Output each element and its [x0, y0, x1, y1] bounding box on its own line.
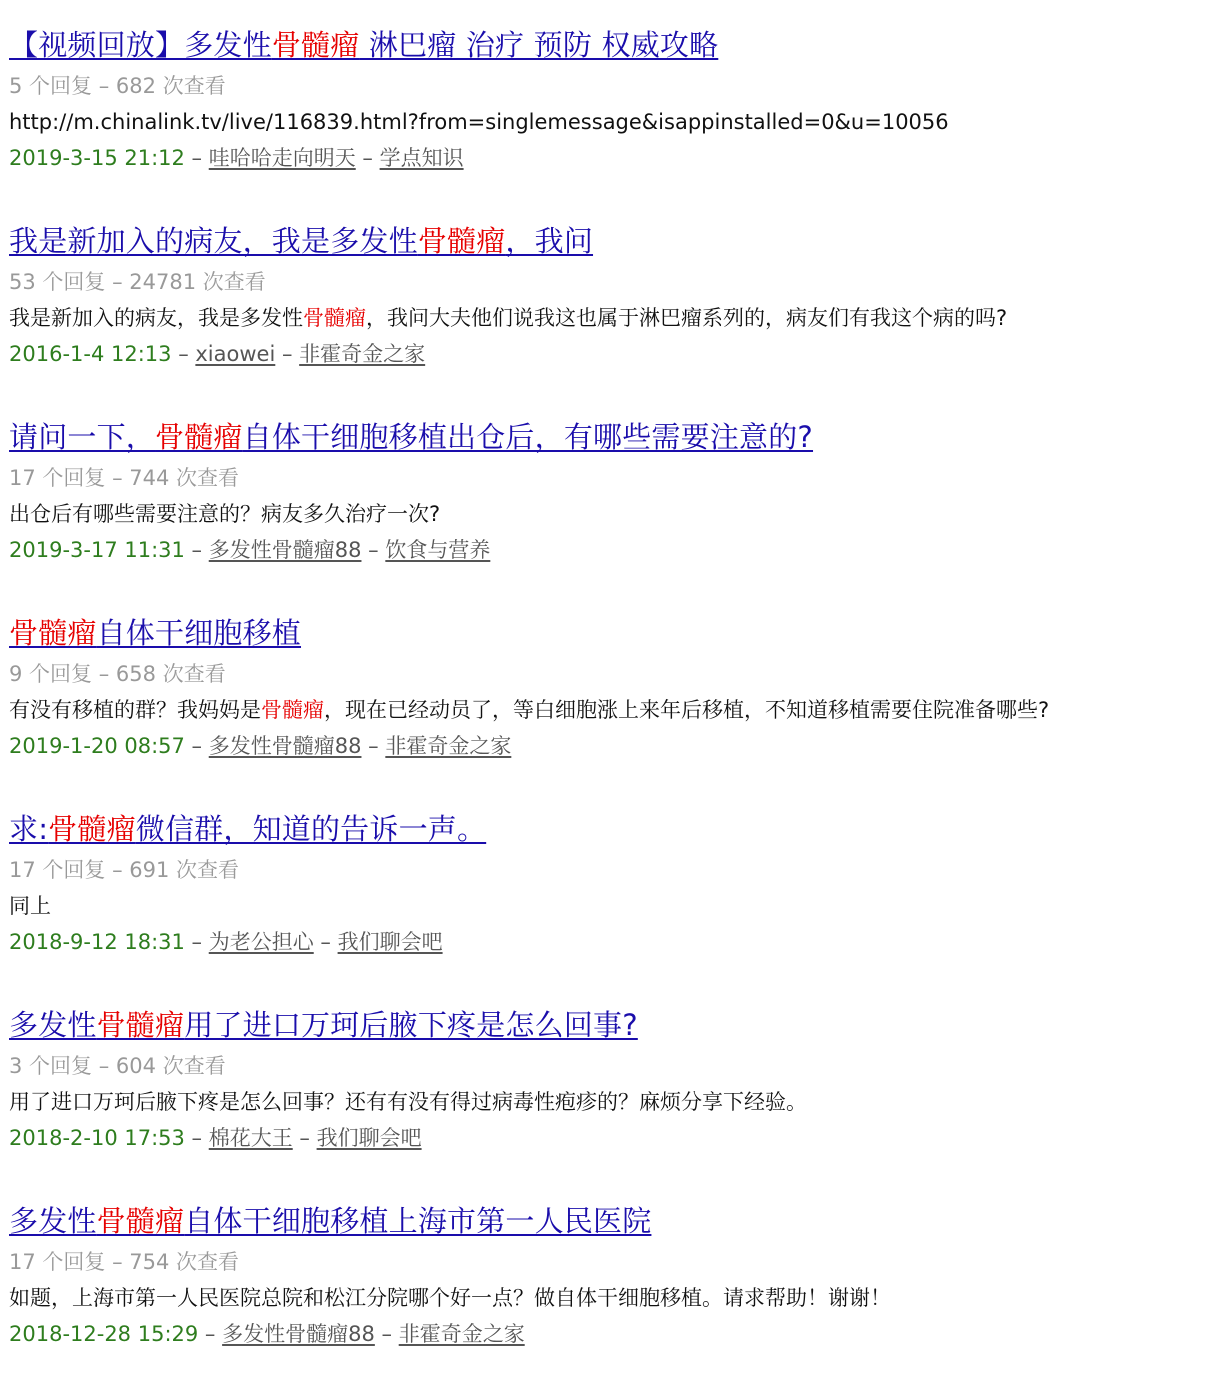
author-link[interactable]: 多发性骨髓瘤88	[222, 1322, 375, 1346]
view-count: 24781	[129, 270, 197, 294]
title-text: 自体干细胞移植上海市第一人民医院	[184, 1204, 652, 1238]
post-date: 2018-9-12 18:31	[9, 930, 185, 954]
result-footer	[9, 1316, 1206, 1352]
view-count: 744	[129, 466, 170, 490]
reply-label: 个回复	[35, 1250, 106, 1274]
result-stats	[9, 68, 1206, 104]
result-footer	[9, 728, 1206, 764]
view-label: 次查看	[196, 270, 266, 294]
title-text: 多发性	[9, 1204, 97, 1238]
title-highlight: 骨髓瘤	[155, 420, 243, 454]
view-label: 次查看	[156, 662, 226, 686]
result-footer	[9, 1120, 1206, 1156]
result-snippet	[9, 1084, 1206, 1120]
title-highlight: 骨髓瘤	[48, 812, 136, 846]
separator: –	[184, 538, 209, 562]
title-text: 淋巴瘤 治疗 预防 权威攻略	[359, 28, 719, 62]
result-item	[9, 22, 1206, 218]
title-text: 微信群，知道的告诉一声。	[135, 812, 487, 846]
result-stats	[9, 852, 1206, 888]
snippet-text: ，我问大夫他们说我这也属于淋巴瘤系列的，病友们有我这个病的吗?	[366, 306, 1008, 330]
post-date: 2019-1-20 08:57	[9, 734, 185, 758]
snippet-text: 有没有移植的群？我妈妈是	[9, 698, 261, 722]
author-link[interactable]: 为老公担心	[208, 930, 314, 954]
result-snippet	[9, 888, 1206, 924]
separator: –	[105, 1250, 130, 1274]
forum-link[interactable]: 我们聊会吧	[337, 930, 443, 954]
reply-count: 17	[9, 1250, 36, 1274]
result-footer	[9, 924, 1206, 960]
result-item	[9, 1198, 1206, 1394]
result-stats	[9, 264, 1206, 300]
separator: –	[361, 734, 386, 758]
separator: –	[105, 466, 130, 490]
separator: –	[184, 146, 209, 170]
forum-link[interactable]: 学点知识	[379, 146, 464, 170]
separator: –	[184, 930, 209, 954]
separator: –	[92, 662, 116, 686]
result-snippet	[9, 496, 1206, 532]
reply-count: 17	[9, 466, 36, 490]
result-footer	[9, 140, 1206, 176]
title-highlight: 骨髓瘤	[417, 224, 506, 258]
view-label: 次查看	[169, 466, 240, 490]
title-text: 我是新加入的病友，我是多发性	[9, 224, 418, 258]
separator: –	[292, 1126, 317, 1150]
reply-count: 53	[9, 270, 36, 294]
snippet-highlight: 骨髓瘤	[261, 698, 324, 722]
author-link[interactable]: xiaowei	[195, 342, 276, 366]
reply-label: 个回复	[22, 662, 93, 686]
author-link[interactable]: 哇哈哈走向明天	[208, 146, 356, 170]
post-date: 2019-3-15 21:12	[9, 146, 185, 170]
result-title-link[interactable]	[9, 218, 593, 264]
author-link[interactable]: 多发性骨髓瘤88	[208, 734, 362, 758]
title-text: 请问一下，	[9, 420, 156, 454]
post-date: 2019-3-17 11:31	[9, 538, 185, 562]
title-text: 【视频回放】多发性	[9, 28, 272, 62]
result-item	[9, 1002, 1206, 1198]
forum-link[interactable]: 非霍奇金之家	[385, 734, 512, 758]
title-highlight: 骨髓瘤	[271, 28, 360, 62]
snippet-text: 我是新加入的病友，我是多发性	[9, 306, 303, 330]
result-item	[9, 218, 1206, 414]
result-title-link[interactable]	[9, 22, 718, 68]
result-stats	[9, 1048, 1206, 1084]
reply-label: 个回复	[22, 74, 93, 98]
result-snippet	[9, 692, 1206, 728]
reply-count: 5	[9, 74, 23, 98]
post-date: 2016-1-4 12:13	[9, 342, 172, 366]
view-label: 次查看	[156, 1054, 226, 1078]
result-footer	[9, 336, 1206, 372]
forum-link[interactable]: 我们聊会吧	[316, 1126, 422, 1150]
view-label: 次查看	[156, 74, 226, 98]
result-item	[9, 806, 1206, 1002]
result-title-link[interactable]	[9, 1198, 651, 1244]
result-stats	[9, 1244, 1206, 1280]
separator: –	[105, 270, 130, 294]
title-text: ，我问	[505, 224, 594, 258]
result-snippet	[9, 104, 1206, 140]
snippet-text: 用了进口万珂后腋下疼是怎么回事？还有有没有得过病毒性疱疹的？麻烦分享下经验。	[9, 1090, 807, 1114]
forum-link[interactable]: 非霍奇金之家	[299, 342, 426, 366]
snippet-text: 如题，上海市第一人民医院总院和松江分院哪个好一点？做自体干细胞移植。请求帮助！谢谢！	[9, 1286, 891, 1310]
separator: –	[92, 74, 116, 98]
result-footer	[9, 532, 1206, 568]
post-date: 2018-12-28 15:29	[9, 1322, 199, 1346]
result-title-link[interactable]	[9, 610, 301, 656]
title-highlight: 骨髓瘤	[96, 1204, 185, 1238]
view-label: 次查看	[169, 858, 240, 882]
reply-label: 个回复	[35, 466, 106, 490]
view-count: 658	[115, 662, 157, 686]
separator: –	[374, 1322, 399, 1346]
separator: –	[198, 1322, 223, 1346]
result-item	[9, 414, 1206, 610]
result-snippet	[9, 300, 1206, 336]
snippet-highlight: 骨髓瘤	[303, 306, 366, 330]
result-item	[9, 610, 1206, 806]
view-label: 次查看	[169, 1250, 240, 1274]
title-text: 自体干细胞移植出仓后，有哪些需要注意的?	[242, 420, 814, 454]
result-title-link[interactable]	[9, 414, 813, 460]
author-link[interactable]: 多发性骨髓瘤88	[208, 538, 362, 562]
separator: –	[171, 342, 196, 366]
reply-label: 个回复	[35, 858, 106, 882]
reply-count: 3	[9, 1054, 23, 1078]
reply-label: 个回复	[22, 1054, 93, 1078]
separator: –	[275, 342, 300, 366]
separator: –	[361, 538, 386, 562]
result-stats	[9, 656, 1206, 692]
title-text: 求:	[9, 812, 49, 846]
result-snippet	[9, 1280, 1206, 1316]
author-link[interactable]: 棉花大王	[208, 1126, 293, 1150]
forum-link[interactable]: 饮食与营养	[385, 538, 491, 562]
result-stats	[9, 460, 1206, 496]
title-text: 自体干细胞移植	[96, 616, 302, 650]
result-title-link[interactable]	[9, 1002, 638, 1048]
snippet-text: 同上	[9, 894, 51, 918]
reply-count: 17	[9, 858, 36, 882]
separator: –	[105, 858, 130, 882]
reply-count: 9	[9, 662, 23, 686]
view-count: 682	[115, 74, 157, 98]
separator: –	[184, 734, 209, 758]
result-title-link[interactable]	[9, 806, 486, 852]
title-highlight: 骨髓瘤	[9, 616, 97, 650]
reply-label: 个回复	[35, 270, 106, 294]
separator: –	[184, 1126, 209, 1150]
separator: –	[92, 1054, 116, 1078]
separator: –	[355, 146, 380, 170]
title-text: 用了进口万珂后腋下疼是怎么回事?	[184, 1008, 638, 1042]
snippet-text: http://m.chinalink.tv/live/116839.html?from=singlemessage&isappinstalled=0&u=10056	[9, 110, 949, 134]
view-count: 754	[129, 1250, 170, 1274]
forum-link[interactable]: 非霍奇金之家	[398, 1322, 525, 1346]
snippet-text: ，现在已经动员了，等白细胞涨上来年后移植，不知道移植需要住院准备哪些?	[324, 698, 1050, 722]
separator: –	[313, 930, 338, 954]
title-highlight: 骨髓瘤	[96, 1008, 185, 1042]
post-date: 2018-2-10 17:53	[9, 1126, 185, 1150]
title-text: 多发性	[9, 1008, 97, 1042]
snippet-text: 出仓后有哪些需要注意的？病友多久治疗一次?	[9, 502, 441, 526]
view-count: 604	[115, 1054, 157, 1078]
view-count: 691	[129, 858, 170, 882]
